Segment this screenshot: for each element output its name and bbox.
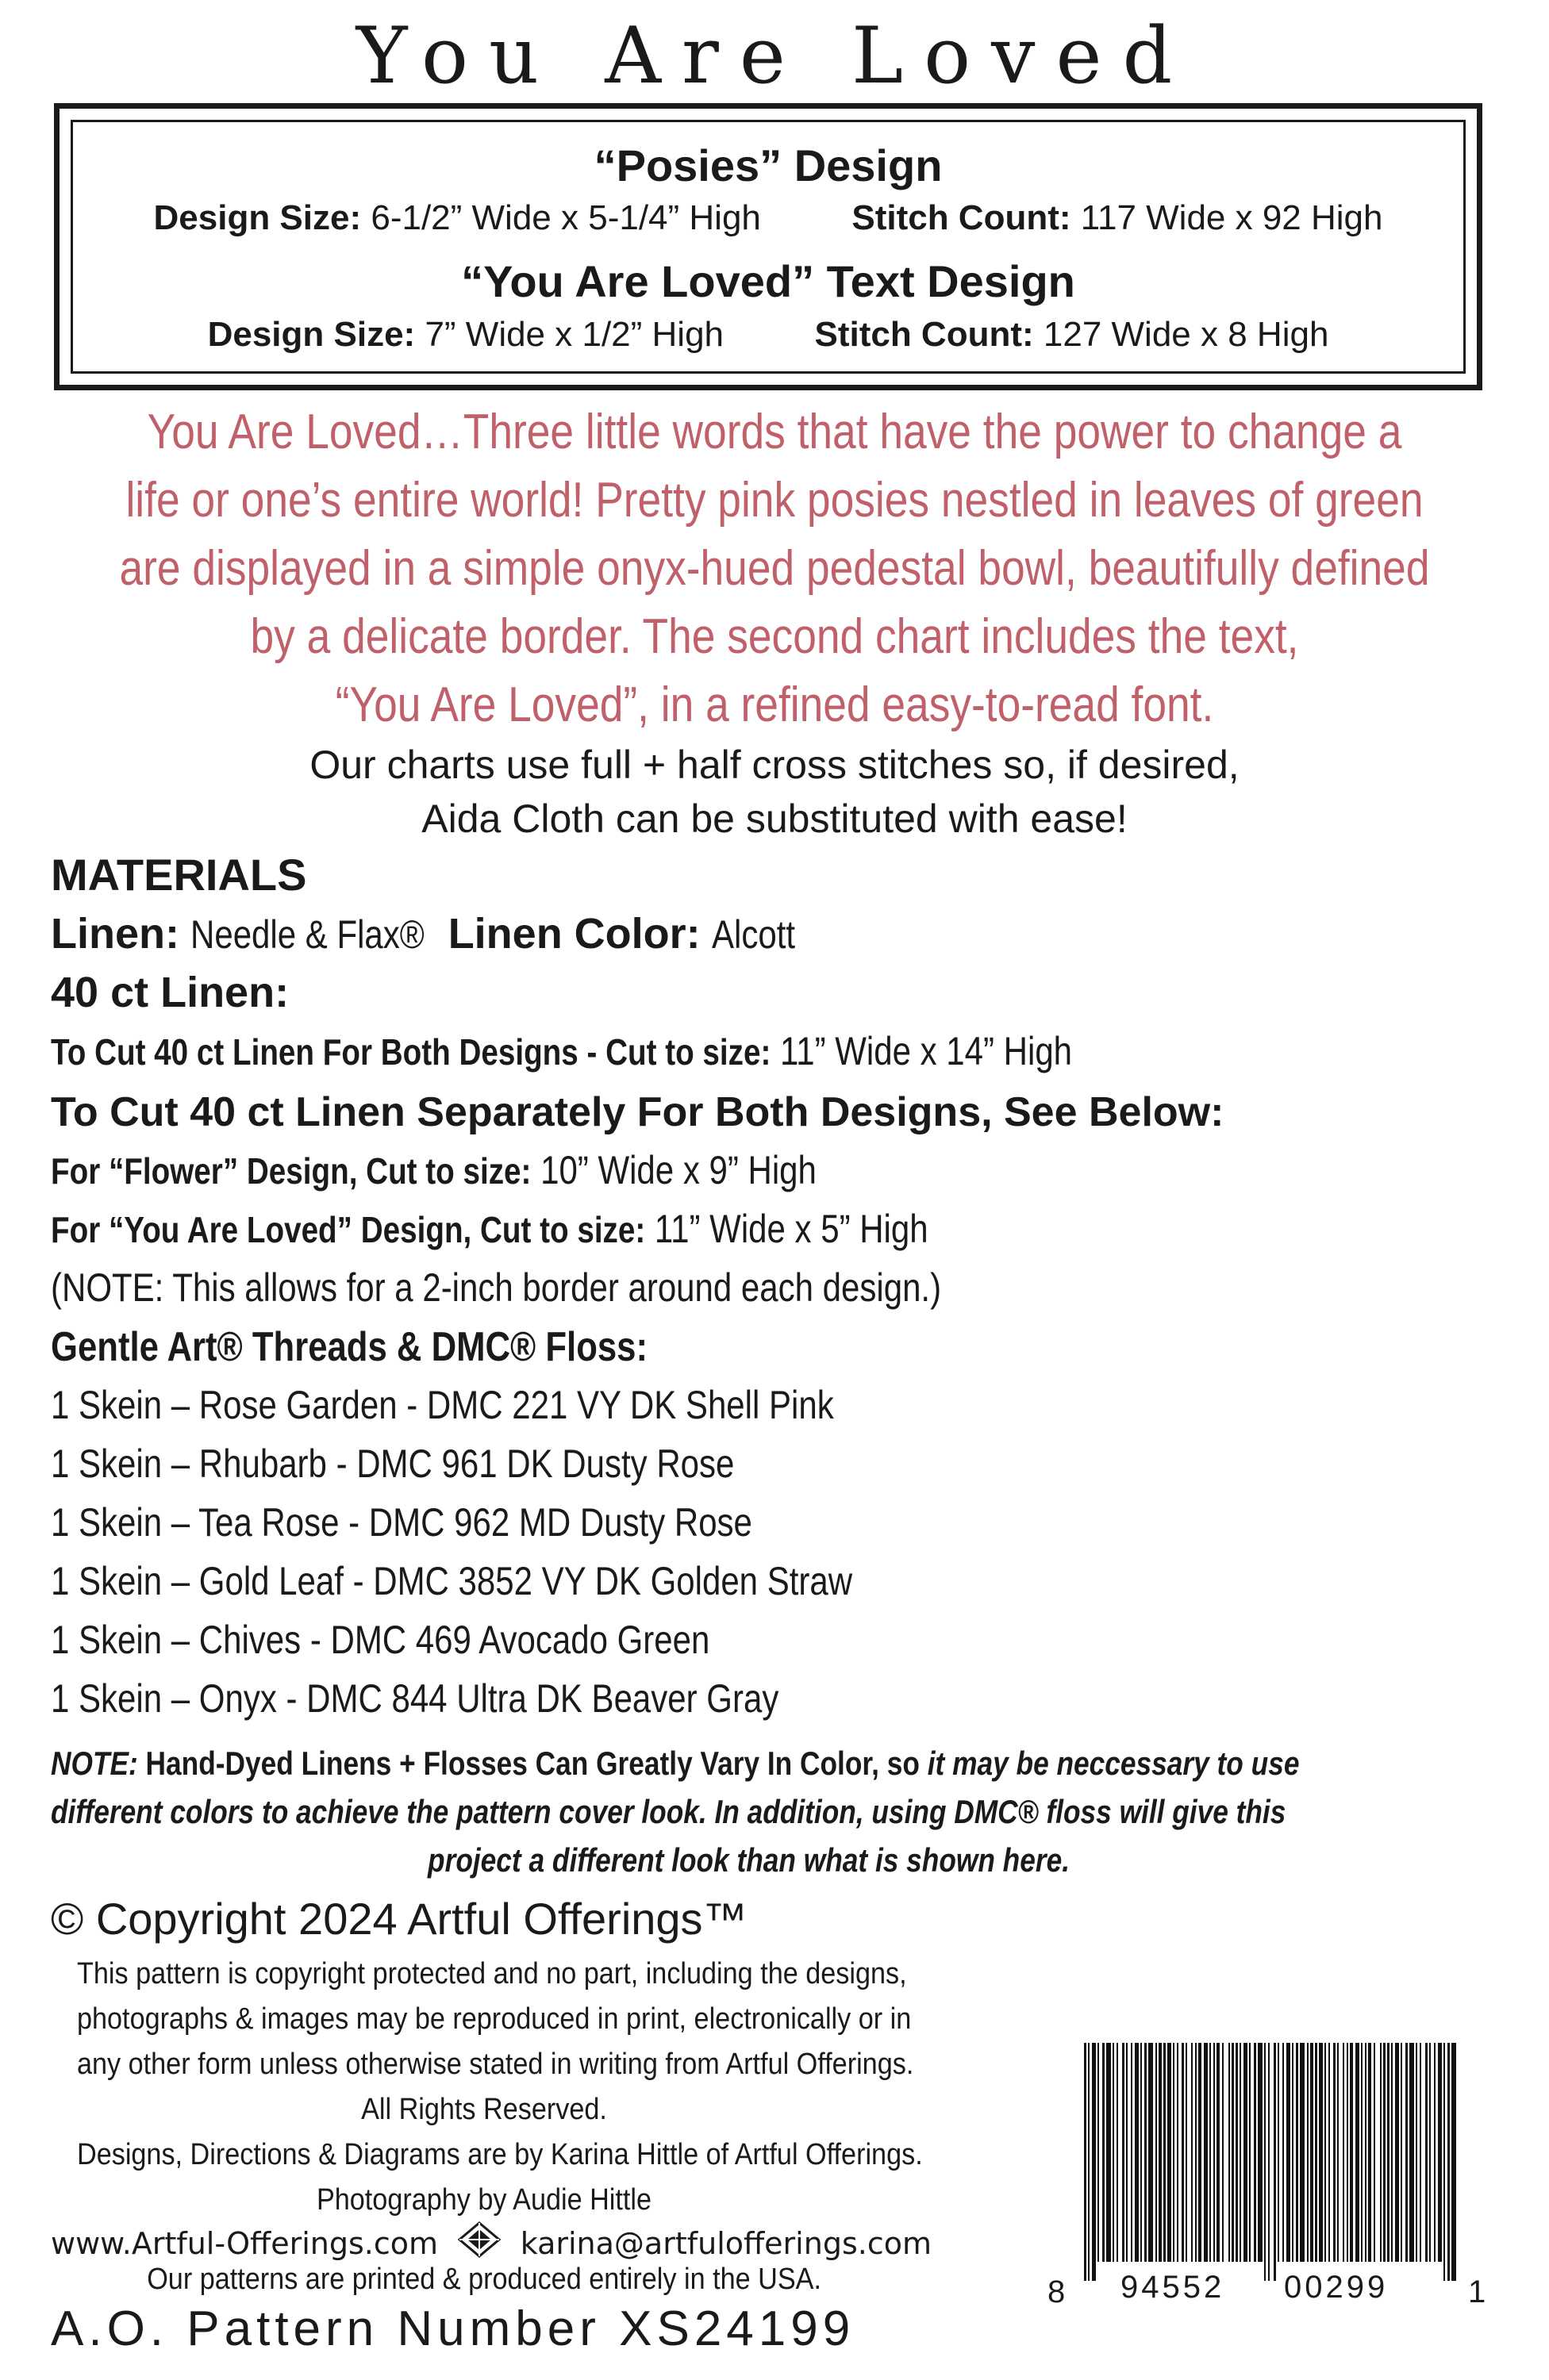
barcode-bar: [1429, 2043, 1431, 2262]
page-title: You Are Loved: [356, 11, 1193, 102]
barcode-bar: [1173, 2043, 1174, 2262]
barcode-bar: [1315, 2043, 1317, 2262]
barcode-bar: [1232, 2043, 1234, 2262]
barcode-bar: [1405, 2043, 1408, 2262]
barcode-bar: [1217, 2043, 1220, 2262]
barcode-bar: [1328, 2043, 1330, 2262]
barcode-bar: [1163, 2043, 1166, 2262]
barcode-bar: [1438, 2043, 1442, 2262]
aida-note-line: Aida Cloth can be substituted with ease!: [421, 797, 1128, 841]
rights-line: All Rights Reserved.: [361, 2093, 607, 2126]
flower-cut-label: For “Flower” Design, Cut to size:: [51, 1150, 532, 1192]
barcode-bar: [1324, 2043, 1326, 2262]
description-line: You Are Loved…Three little words that have the power to change a: [147, 405, 1402, 459]
border-note: [51, 1265, 1111, 1311]
barcode-bar: [1292, 2043, 1293, 2262]
disclaimer-line2: different colors to achieve the pattern cover look. In addition, using DMC® floss will give this: [51, 1793, 1286, 1830]
linen-value: Needle & Flax®: [190, 912, 425, 957]
flower-cut-value: 10” Wide x 9” High: [540, 1148, 817, 1192]
barcode-bar: [1113, 2043, 1114, 2262]
barcode-bar: [1374, 2043, 1375, 2262]
barcode-bar: [1222, 2043, 1224, 2262]
barcode-bar: [1296, 2043, 1298, 2262]
website-link[interactable]: www.Artful-Offerings.com: [51, 2225, 439, 2261]
linen-color-value: Alcott: [711, 912, 795, 957]
barcode-bar: [1182, 2043, 1184, 2262]
cut-both-label: To Cut 40 ct Linen For Both Designs - Cut to size:: [51, 1031, 771, 1073]
barcode-left-group: 94552: [1120, 2270, 1225, 2305]
cut-both-line: [51, 1028, 1266, 1074]
barcode-bar: [1319, 2043, 1323, 2262]
rights-line: any other form unless otherwise stated in writing from Artful Offerings.: [77, 2048, 914, 2081]
disclaimer-note-label: NOTE:: [51, 1745, 138, 1782]
barcode-bar: [1148, 2043, 1153, 2262]
thread-item-text: 1 Skein – Onyx - DMC 844 Ultra DK Beaver Gray: [51, 1676, 779, 1721]
barcode-bar: [1307, 2043, 1309, 2262]
linen-line: [51, 909, 811, 958]
barcode-bar: [1167, 2043, 1171, 2262]
text-design-size-value: 7” Wide x 1/2” High: [425, 315, 725, 354]
barcode-bar: [1135, 2043, 1139, 2262]
text-design-size-label: Design Size:: [207, 315, 416, 354]
barcode-bar: [1409, 2043, 1414, 2262]
rights-line: Photography by Audie Hittle: [316, 2183, 652, 2217]
aida-note: [0, 738, 1549, 846]
rights-line: This pattern is copyright protected and no part, including the designs,: [77, 1957, 907, 1990]
ct-heading: 40 ct Linen:: [51, 969, 290, 1016]
barcode-bar: [1286, 2043, 1290, 2262]
barcode-bar: [1204, 2043, 1208, 2262]
disclaimer-line3: project a different look than what is shown here.: [428, 1841, 1070, 1879]
disclaimer-part2: it may be neccessary to use: [927, 1745, 1300, 1782]
barcode-bar: [1092, 2043, 1096, 2281]
rights-notice: [32, 1952, 936, 2223]
thread-item: [51, 1441, 864, 1487]
description-line: “You Are Loved”, in a refined easy-to-read font.: [335, 678, 1214, 732]
disclaimer-part1: Hand-Dyed Linens + Flosses Can Greatly Vary In Color, so: [137, 1745, 928, 1782]
barcode-bar: [1368, 2043, 1371, 2262]
barcode-bar: [1420, 2043, 1421, 2262]
barcode-bar: [1258, 2043, 1263, 2262]
cut-both-value: 11” Wide x 14” High: [780, 1029, 1073, 1073]
barcode-bar: [1084, 2043, 1086, 2281]
linen-label: Linen:: [51, 910, 179, 958]
barcode-bar: [1343, 2043, 1344, 2262]
barcode-bar: [1391, 2043, 1393, 2262]
barcode-bar: [1278, 2043, 1279, 2262]
posies-count-value: 117 Wide x 92 High: [1080, 198, 1383, 237]
thread-item: [51, 1676, 917, 1722]
email-link[interactable]: karina@artfulofferings.com: [520, 2225, 932, 2261]
barcode-bar: [1310, 2043, 1313, 2262]
border-note-text: (NOTE: This allows for a 2-inch border around each design.): [51, 1265, 942, 1310]
barcode-bar: [1282, 2043, 1284, 2262]
barcode-bar: [1333, 2043, 1336, 2262]
posies-size-value: 6-1/2” Wide x 5-1/4” High: [371, 198, 761, 237]
barcode-bar: [1191, 2043, 1193, 2262]
materials-heading: MATERIALS: [51, 850, 307, 900]
barcode-bar: [1416, 2043, 1417, 2262]
barcode-right-group: 00299: [1284, 2270, 1389, 2305]
threads-heading-text: Gentle Art® Threads & DMC® Floss:: [51, 1324, 648, 1370]
barcode-first-digit: 8: [1047, 2274, 1066, 2309]
barcode-bar: [1365, 2043, 1366, 2262]
text-design-heading: “You Are Loved” Text Design: [461, 256, 1075, 306]
barcode-bar: [1387, 2043, 1389, 2262]
barcode-bar: [1383, 2043, 1386, 2262]
barcode-bar: [1425, 2043, 1428, 2262]
specs-box: [54, 103, 1482, 390]
barcode-bar: [1350, 2043, 1353, 2262]
barcode-bar: [1401, 2043, 1402, 2262]
aida-note-line: Our charts use full + half cross stitches so, if desired,: [309, 743, 1240, 787]
barcode-bar: [1300, 2043, 1305, 2262]
thread-item-text: 1 Skein – Tea Rose - DMC 962 MD Dusty Rose: [51, 1500, 752, 1545]
barcode-bar: [1213, 2043, 1215, 2262]
thread-item: [51, 1617, 835, 1663]
made-in-usa: [32, 2263, 936, 2297]
barcode-bar: [1380, 2043, 1382, 2262]
barcode-bar: [1355, 2043, 1359, 2262]
contact-line: [51, 2221, 932, 2265]
thread-item: [51, 1558, 1005, 1604]
barcode-bar: [1236, 2043, 1238, 2262]
barcode-bar: [1195, 2043, 1197, 2262]
diamond-icon: [458, 2221, 501, 2265]
barcode-bar: [1228, 2043, 1230, 2262]
posies-heading: “Posies” Design: [594, 140, 943, 190]
yal-cut-label: For “You Are Loved” Design, Cut to size:: [51, 1209, 646, 1250]
barcode-bar: [1243, 2043, 1247, 2262]
text-design-count-value: 127 Wide x 8 High: [1043, 315, 1329, 354]
barcode-bar: [1361, 2043, 1363, 2262]
color-disclaimer: [51, 1739, 1503, 1884]
pattern-number: A.O. Pattern Number XS24199: [51, 2301, 855, 2356]
flower-cut-line: [51, 1147, 963, 1193]
barcode-bar: [1451, 2043, 1456, 2281]
barcode-bars: [1079, 2043, 1460, 2281]
thread-item: [51, 1382, 983, 1428]
barcode-bar: [1249, 2043, 1251, 2262]
barcode-bar: [1131, 2043, 1132, 2262]
upc-barcode: [1047, 2043, 1486, 2317]
barcode-bar: [1102, 2043, 1105, 2262]
barcode-bar: [1447, 2043, 1450, 2281]
barcode-bar: [1177, 2043, 1178, 2262]
description-line: life or one’s entire world! Pretty pink posies nestled in leaves of green: [125, 473, 1424, 528]
copyright: © Copyright 2024 Artful Offerings™: [51, 1894, 748, 1944]
yal-cut-line: [51, 1206, 1095, 1252]
barcode-bar: [1126, 2043, 1128, 2262]
barcode-bar: [1155, 2043, 1157, 2262]
barcode-bar: [1117, 2043, 1118, 2262]
made-in-usa-text: Our patterns are printed & produced entirely in the USA.: [147, 2263, 821, 2296]
thread-item-text: 1 Skein – Chives - DMC 469 Avocado Green: [51, 1618, 710, 1662]
design-description: [32, 398, 1516, 739]
barcode-bar: [1347, 2043, 1348, 2262]
posies-size-label: Design Size:: [153, 198, 362, 237]
text-design-count-label: Stitch Count:: [814, 315, 1034, 354]
barcode-bar: [1106, 2043, 1111, 2262]
rights-line: Designs, Directions & Diagrams are by Karina Hittle of Artful Offerings.: [77, 2138, 923, 2171]
barcode-bar: [1337, 2043, 1339, 2262]
barcode-bar: [1209, 2043, 1211, 2262]
cut-separately-heading: To Cut 40 ct Linen Separately For Both Designs, See Below:: [51, 1089, 1224, 1135]
barcode-bar: [1144, 2043, 1147, 2262]
barcode-bar: [1443, 2043, 1445, 2281]
barcode-bar: [1254, 2043, 1256, 2262]
thread-item-text: 1 Skein – Rhubarb - DMC 961 DK Dusty Rose: [51, 1441, 735, 1486]
barcode-bar: [1122, 2043, 1124, 2262]
barcode-bar: [1395, 2043, 1399, 2262]
barcode-bar: [1088, 2043, 1090, 2281]
linen-color-label: Linen Color:: [448, 910, 701, 958]
yal-cut-value: 11” Wide x 5” High: [654, 1207, 928, 1251]
barcode-bar: [1097, 2043, 1099, 2262]
barcode-bar: [1264, 2043, 1266, 2281]
text-design-spec-line: [73, 315, 1463, 355]
thread-item: [51, 1499, 886, 1545]
barcode-bar: [1140, 2043, 1142, 2262]
posies-count-label: Stitch Count:: [851, 198, 1071, 237]
barcode-bar: [1268, 2043, 1270, 2281]
thread-item-text: 1 Skein – Gold Leaf - DMC 3852 VY DK Golden Straw: [51, 1559, 853, 1603]
barcode-bar: [1240, 2043, 1241, 2262]
posies-spec-line: [73, 198, 1463, 238]
threads-heading: [51, 1323, 761, 1371]
specs-box-inner: [71, 120, 1466, 374]
thread-item-text: 1 Skein – Rose Garden - DMC 221 VY DK Shell Pink: [51, 1383, 834, 1427]
barcode-bar: [1198, 2043, 1201, 2262]
barcode-bar: [1159, 2043, 1162, 2262]
barcode-bar: [1274, 2043, 1276, 2281]
description-line: by a delicate border. The second chart includes the text,: [250, 609, 1299, 664]
barcode-bar: [1186, 2043, 1187, 2262]
description-line: are displayed in a simple onyx-hued pedestal bowl, beautifully defined: [119, 541, 1430, 596]
barcode-bar: [1434, 2043, 1436, 2262]
barcode-last-digit: 1: [1468, 2274, 1486, 2309]
rights-line: photographs & images may be reproduced in print, electronically or in: [77, 2002, 912, 2036]
